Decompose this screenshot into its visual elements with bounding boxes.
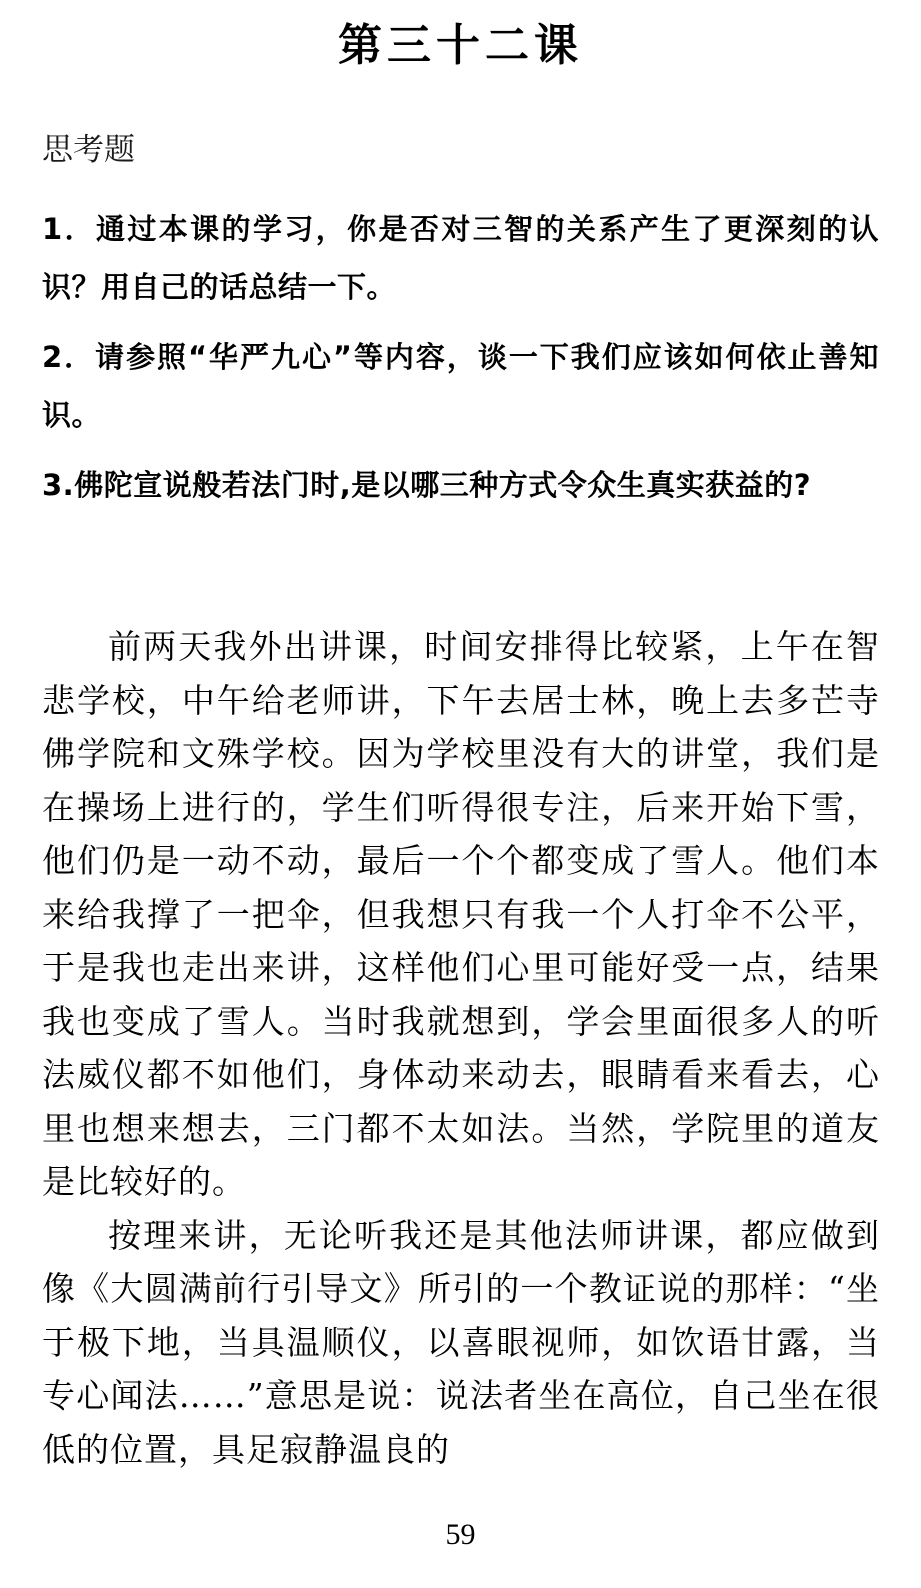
question-item-1: 1．通过本课的学习，你是否对三智的关系产生了更深刻的认识？用自己的话总结一下。 [42,212,879,304]
body-text [42,620,880,1476]
paragraph-1: 前两天我外出讲课，时间安排得比较紧，上午在智悲学校，中午给老师讲，下午去居士林，晚上去多芒寺佛学院和文殊学校。因为学校里没有大的讲堂，我们是在操场上进行的，学生们听得很专注，后来开始下雪，他们仍是一动不动，最后一个个都变成了雪人。他们本来给我撑了一把伞，但我想只有我一个人打伞不公平，于是我也走出来讲，这样他们心里可能好受一点，结果我也变成了雪人。当时我就想到，学会里面很多人的听法威仪都不如他们，身体动来动去，眼睛看来看去，心里也想来想去，三门都不太如法。当然，学院里的道友是比较好的。 [42,627,880,1201]
section-label: 思考题 [42,132,135,168]
paragraph-2: 按理来讲，无论听我还是其他法师讲课，都应做到像《大圆满前行引导文》所引的一个教证说的那样：“坐于极下地，当具温顺仪，以喜眼视师，如饮语甘露，当专心闻法……”意思是说：说法者坐在高位，自己坐在很低的位置，具足寂静温良的 [42,1215,880,1469]
page-number: 59 [445,1518,476,1551]
question-item-3: 3.佛陀宣说般若法门时,是以哪三种方式令众生真实获益的? [42,468,812,502]
question-item-2: 2．请参照“华严九心”等内容，谈一下我们应该如何依止善知识。 [42,340,879,432]
question-list [42,200,879,526]
page-title: 第三十二课 [338,20,583,71]
